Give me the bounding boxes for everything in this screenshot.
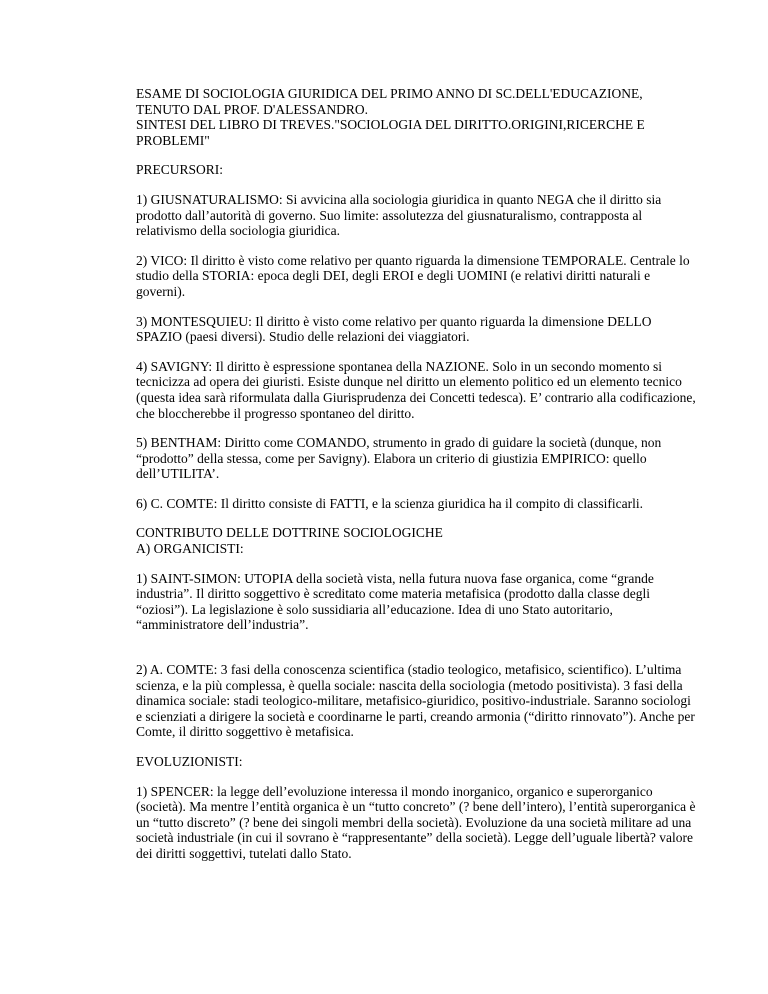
document-page <box>136 86 696 876</box>
document-title <box>136 86 696 148</box>
paragraph-vico: 2) VICO: Il diritto è visto come relativo per quanto riguarda la dimensione TEMPORALE. Centrale lo studio della STORIA: epoca degli DEI, degli EROI e degli UOMINI (e relativi diritti naturali e governi). <box>136 252 690 299</box>
paragraph-c-comte: 6) C. COMTE: Il diritto consiste di FATTI, e la scienza giuridica ha il compito di classificarli. <box>136 495 644 511</box>
paragraph-spencer: 1) SPENCER: la legge dell’evoluzione interessa il mondo inorganico, organico e superorganico (società). Ma mentre l’entità organica è un “tutto concreto” (? bene dell’intero), l’entità superorganica è un “tutto discreto” (? bene dei singoli membri della società). Evoluzione da una società militare ad una società industriale (in cui il sovrano è “rappresentante” della società). Legge dell’uguale libertà? valore dei diritti soggettivi, tutelati dallo Stato. <box>136 783 696 861</box>
paragraph-bentham: 5) BENTHAM: Diritto come COMANDO, strumento in grado di guidare la società (dunque, non “prodotto” della stessa, come per Savigny). Elabora un criterio di giustizia EMPIRICO: quello dell’UTILITA’. <box>136 435 662 482</box>
paragraph-montesquieu: 3) MONTESQUIEU: Il diritto è visto come relativo per quanto riguarda la dimensione DELLO SPAZIO (paesi diversi). Studio delle relazioni dei viaggiatori. <box>136 313 652 345</box>
section-heading-evoluzionisti: EVOLUZIONISTI: <box>136 754 243 769</box>
paragraph-giusnaturalismo: 1) GIUSNATURALISMO: Si avvicina alla sociologia giuridica in quanto NEGA che il diritto sia prodotto dall’autorità di governo. Suo limite: assolutezza del giusnaturalismo, contrapposta al relativismo della sociologia giuridica. <box>136 191 662 239</box>
title-line-4: PROBLEMI" <box>136 132 210 148</box>
title-line-1: ESAME DI SOCIOLOGIA GIURIDICA DEL PRIMO ANNO DI SC.DELL'EDUCAZIONE, <box>136 86 643 101</box>
paragraph-a-comte: 2) A. COMTE: 3 fasi della conoscenza scientifica (stadio teologico, metafisico, scientifico). L’ultima scienza, e la più complessa, è quella sociale: nascita della sociologia (metodo positivista). 3 fasi della dinamica sociale: stadi teologico-militare, metafisico-giuridico, positivo-industriale. Saranno sociologi e scienziati a dirigere la società e coordinarne le parti, creando armonia (“diritto rinnovato”). Anche per Comte, il diritto soggettivo è metafisica. <box>136 662 695 740</box>
title-line-2: TENUTO DAL PROF. D'ALESSANDRO. <box>136 101 368 117</box>
subsection-heading-organicisti: A) ORGANICISTI: <box>136 541 244 557</box>
section-heading-precursori: PRECURSORI: <box>136 162 224 178</box>
title-line-3: SINTESI DEL LIBRO DI TREVES."SOCIOLOGIA DEL DIRITTO.ORIGINI,RICERCHE E <box>136 117 645 133</box>
section-heading-contributo: CONTRIBUTO DELLE DOTTRINE SOCIOLOGICHE <box>136 525 443 541</box>
paragraph-saint-simon: 1) SAINT-SIMON: UTOPIA della società vista, nella futura nuova fase organica, come “grande industria”. Il diritto soggettivo è screditato come materia metafisica (prodotto dalla classe degli “oziosi”). La legislazione è solo sussidiaria all’educazione. Idea di uno Stato autoritario, “amministratore dell’industria”. <box>136 570 654 633</box>
paragraph-savigny: 4) SAVIGNY: Il diritto è espressione spontanea della NAZIONE. Solo in un secondo momento si tecnicizza ad opera dei giuristi. Esiste dunque nel diritto un elemento politico ed un elemento tecnico (questa idea sarà riformulata dalla Giurisprudenza dei Concetti tedesca). E’ contrario alla codificazione, che bloccherebbe il progresso spontaneo del diritto. <box>136 358 696 421</box>
